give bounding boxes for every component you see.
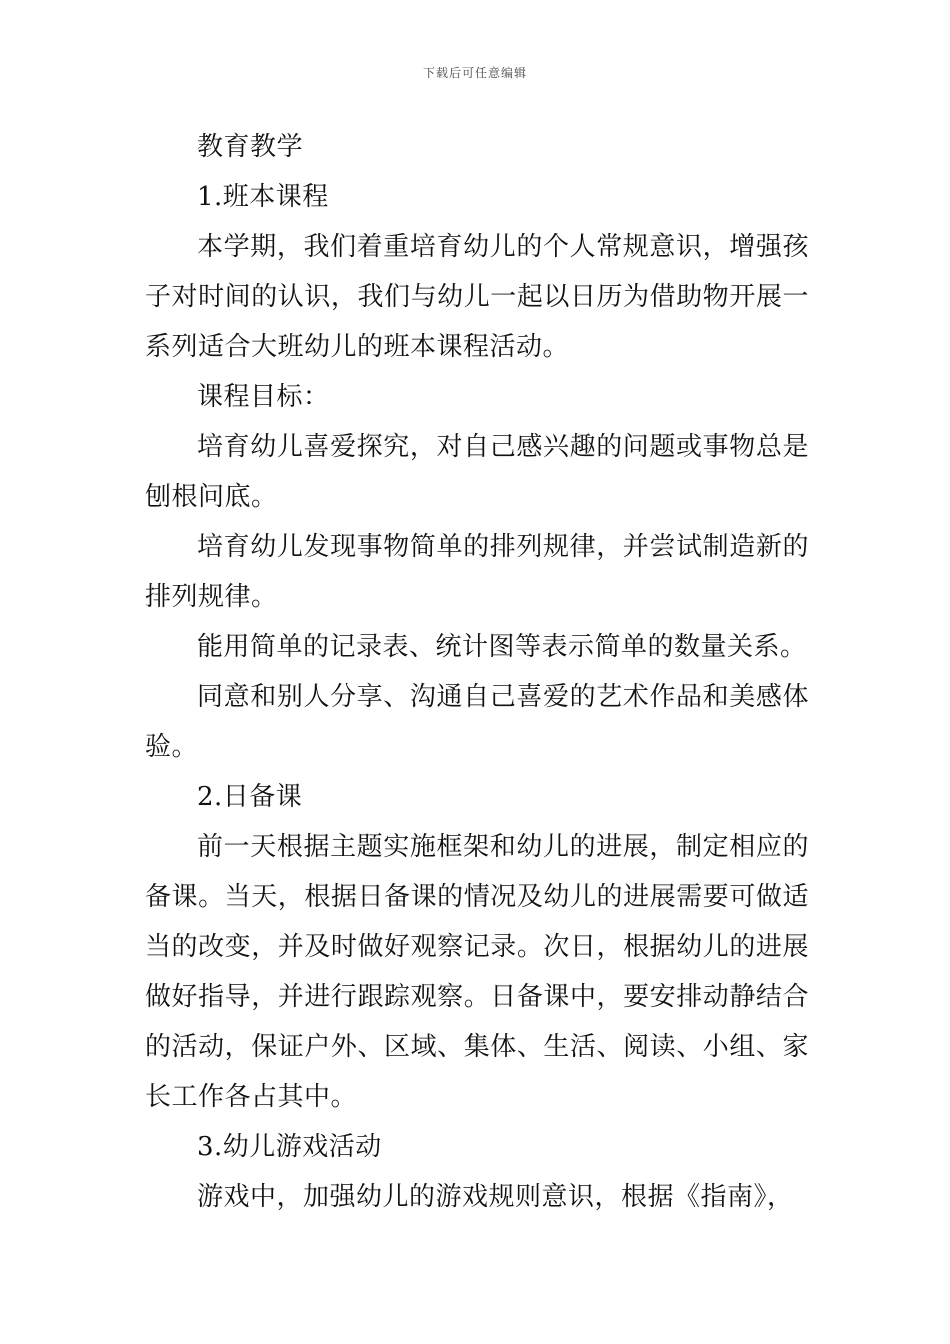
body-paragraph: 培育幼儿喜爱探究，对自己感兴趣的问题或事物总是刨根问底。 — [145, 432, 809, 512]
body-paragraph: 本学期，我们着重培育幼儿的个人常规意识，增强孩子对时间的认识，我们与幼儿一起以日历为借助物开展一系列适合大班幼儿的班本课程活动。 — [145, 232, 809, 362]
document-body — [145, 122, 809, 1222]
body-paragraph: 同意和别人分享、沟通自己喜爱的艺术作品和美感体验。 — [145, 682, 809, 762]
body-paragraph: 培育幼儿发现事物简单的排列规律，并尝试制造新的排列规律。 — [145, 532, 809, 612]
body-paragraph: 前一天根据主题实施框架和幼儿的进展，制定相应的备课。当天，根据日备课的情况及幼儿的进展需要可做适当的改变，并及时做好观察记录。次日，根据幼儿的进展做好指导，并进行跟踪观察。日备课中，要安排动静结合的活动，保证户外、区域、集体、生活、阅读、小组、家长工作各占其中。 — [145, 832, 809, 1112]
subsection-heading: 1.班本课程 — [197, 182, 329, 212]
section-heading: 教育教学 — [197, 132, 304, 162]
body-paragraph: 能用简单的记录表、统计图等表示简单的数量关系。 — [197, 632, 807, 662]
subsection-heading: 2.日备课 — [197, 782, 303, 812]
body-paragraph: 游戏中，加强幼儿的游戏规则意识，根据《指南》， — [197, 1182, 794, 1212]
body-paragraph: 课程目标： — [197, 382, 330, 412]
page-header-watermark: 下载后可任意编辑 — [422, 66, 527, 80]
subsection-heading: 3.幼儿游戏活动 — [197, 1132, 382, 1162]
